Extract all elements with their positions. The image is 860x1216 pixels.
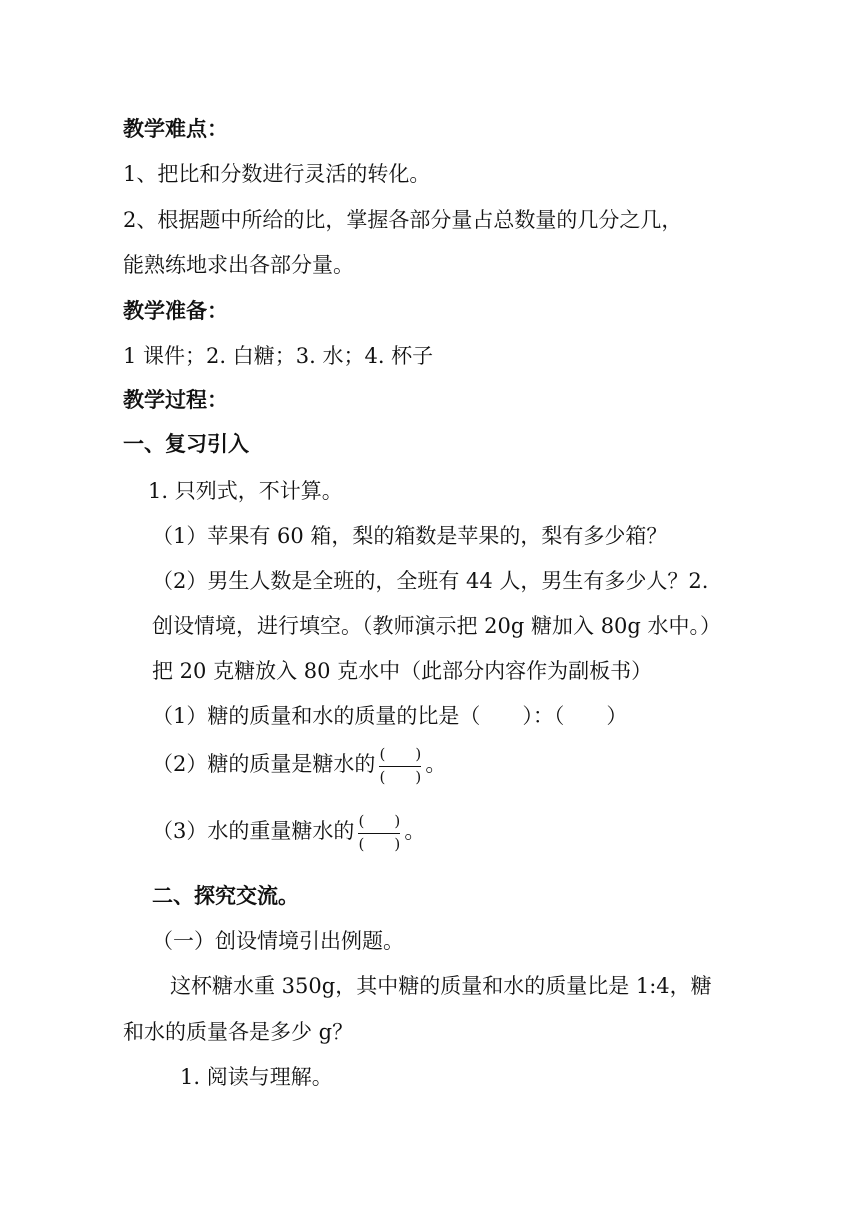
period: 。 [425, 752, 447, 776]
question-2-line-2: 创设情境，进行填空。（教师演示把 20g 糖加入 80g 水中。） [152, 614, 722, 638]
section-2-step-1: 1. 阅读与理解。 [180, 1065, 333, 1089]
example-problem-line-1: 这杯糖水重 350g，其中糖的质量和水的质量比是 1:4，糖 [170, 974, 712, 998]
difficulty-item-2-line-1: 2、根据题中所给的比，掌握各部分量占总数量的几分之几， [123, 208, 683, 232]
fill-blank-3 [152, 808, 425, 856]
fill-blank-3-text: （3）水的重量糖水的 [152, 819, 355, 843]
fraction-bar [358, 833, 400, 834]
fraction-blank [377, 743, 423, 789]
section-1-item-1: 1. 只列式，不计算。 [148, 479, 343, 503]
board-note: 把 20 克糖放入 80 克水中（此部分内容作为副板书） [152, 659, 653, 683]
question-1: （1）苹果有 60 箱，梨的箱数是苹果的，梨有多少箱？ [152, 524, 668, 548]
fill-blank-2 [152, 741, 446, 789]
example-problem-line-2: 和水的质量各是多少 g？ [123, 1020, 354, 1044]
difficulty-item-1: 1、把比和分数进行灵活的转化。 [123, 162, 431, 186]
question-2-line-1: （2）男生人数是全班的，全班有 44 人，男生有多少人？2. [152, 569, 709, 593]
fraction-numerator: ( ) [358, 811, 401, 830]
difficulty-heading: 教学难点： [123, 117, 228, 141]
section-2-sub-1: （一）创设情境引出例题。 [152, 929, 404, 953]
prep-items: 1 课件；2. 白糖；3. 水；4. 杯子 [123, 344, 434, 368]
fill-blank-2-text: （2）糖的质量是糖水的 [152, 752, 376, 776]
fill-blank-1: （1）糖的质量和水的质量的比是（ ）：（ ） [152, 704, 628, 728]
fraction-denominator: ( ) [358, 834, 401, 853]
section-1-heading: 一、复习引入 [123, 432, 249, 456]
fraction-blank [356, 810, 402, 856]
period: 。 [404, 819, 426, 843]
section-2-heading: 二、探究交流。 [152, 884, 299, 908]
prep-heading: 教学准备： [123, 299, 228, 323]
process-heading: 教学过程： [123, 388, 228, 412]
fraction-numerator: ( ) [379, 744, 422, 763]
fraction-bar [379, 766, 421, 767]
difficulty-item-2-line-2: 能熟练地求出各部分量。 [123, 253, 354, 277]
fraction-denominator: ( ) [379, 767, 422, 786]
